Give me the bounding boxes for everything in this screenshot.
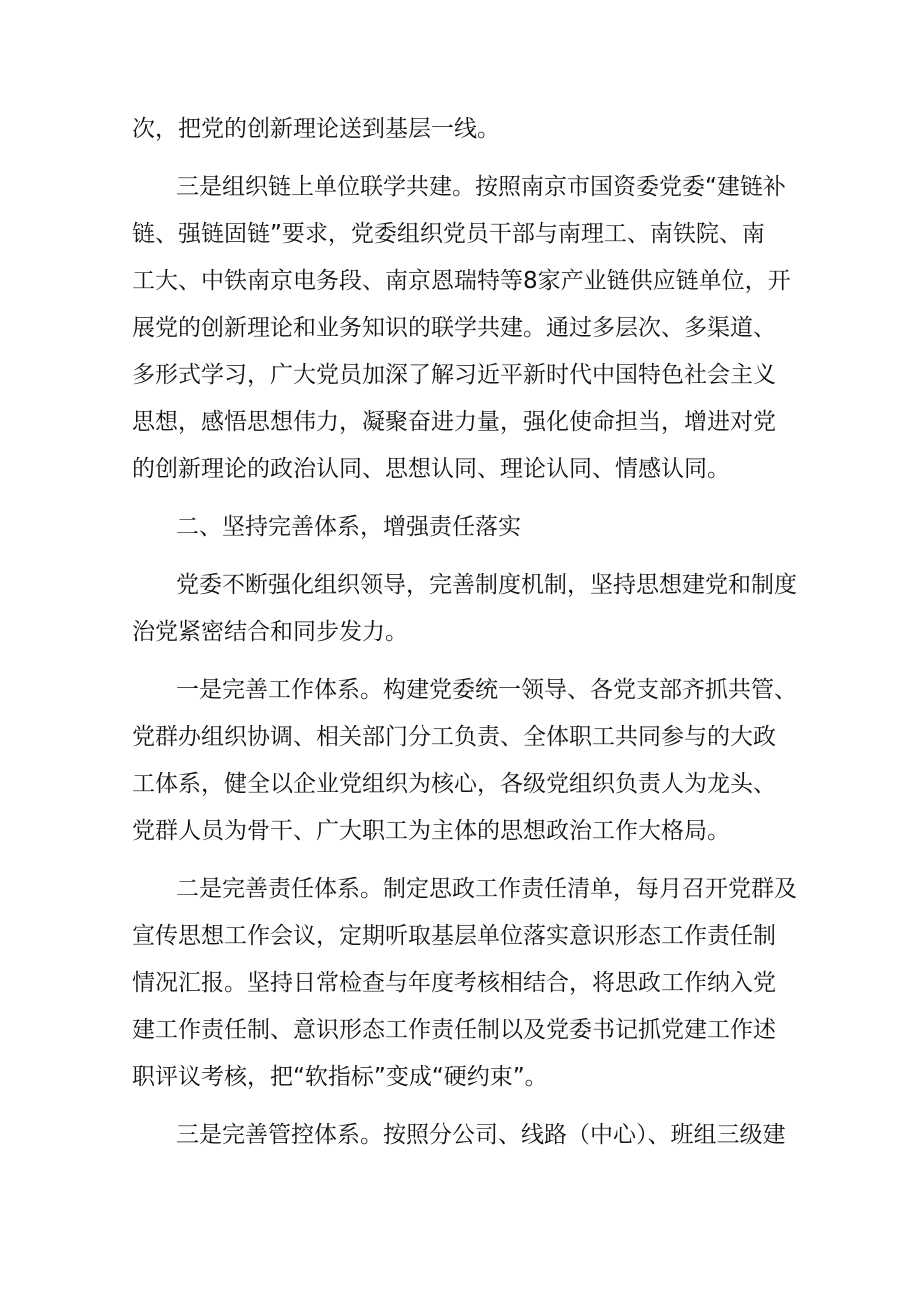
paragraph-line: 工大、中铁南京电务段、南京恩瑞特等8家产业链供应链单位，开 <box>132 268 791 294</box>
paragraph-control-system <box>132 1112 792 1159</box>
paragraph-line: 党委不断强化组织领导，完善制度机制，坚持思想建党和制度 <box>176 572 797 598</box>
document-body <box>132 106 797 1159</box>
paragraph-intro <box>132 562 797 656</box>
paragraph-line: 三是组织链上单位联学共建。按照南京市国资委党委“建链补 <box>176 174 786 200</box>
paragraph-line: 次，把党的创新理论送到基层一线。 <box>132 116 500 142</box>
paragraph-line: 展党的创新理论和业务知识的联学共建。通过多层次、多渠道、 <box>132 315 776 341</box>
paragraph-line: 链、强链固链”要求，党委组织党员干部与南理工、南铁院、南 <box>132 221 765 247</box>
paragraph-line: 三是完善管控体系。按照分公司、线路（中心）、班组三级建 <box>176 1122 786 1148</box>
paragraph-responsibility-system <box>132 866 797 1101</box>
paragraph-line: 宣传思想工作会议，定期听取基层单位落实意识形态工作责任制 <box>132 923 776 949</box>
paragraph-line: 建工作责任制、意识形态工作责任制以及党委书记抓党建工作述 <box>132 1017 776 1043</box>
paragraph-line: 二是完善责任体系。制定思政工作责任清单，每月召开党群及 <box>176 876 797 902</box>
paragraph-line: 思想，感悟思想伟力，凝聚奋进力量，强化使命担当，增进对党 <box>132 409 776 435</box>
paragraph-line: 职评议考核，把“软指标”变成“硬约束”。 <box>132 1064 548 1090</box>
paragraph-line: 党群办组织协调、相关部门分工负责、全体职工共同参与的大政 <box>132 724 776 750</box>
paragraph-continuation <box>132 106 792 153</box>
paragraph-line: 工体系，健全以企业党组织为核心，各级党组织负责人为龙头、 <box>132 771 776 797</box>
paragraph-line: 情况汇报。坚持日常检查与年度考核相结合，将思政工作纳入党 <box>132 970 776 996</box>
paragraph-line: 多形式学习，广大党员加深了解习近平新时代中国特色社会主义 <box>132 362 776 388</box>
paragraph-organization-chain <box>132 164 792 493</box>
paragraph-line: 治党紧密结合和同步发力。 <box>132 619 408 645</box>
section-heading <box>132 504 792 551</box>
paragraph-line: 的创新理论的政治认同、思想认同、理论认同、情感认同。 <box>132 456 730 482</box>
paragraph-line: 党群人员为骨干、广大职工为主体的思想政治工作大格局。 <box>132 818 730 844</box>
section-heading-text: 二、坚持完善体系，增强责任落实 <box>176 514 521 540</box>
paragraph-line: 一是完善工作体系。构建党委统一领导、各党支部齐抓共管、 <box>176 677 797 703</box>
paragraph-work-system <box>132 667 797 855</box>
